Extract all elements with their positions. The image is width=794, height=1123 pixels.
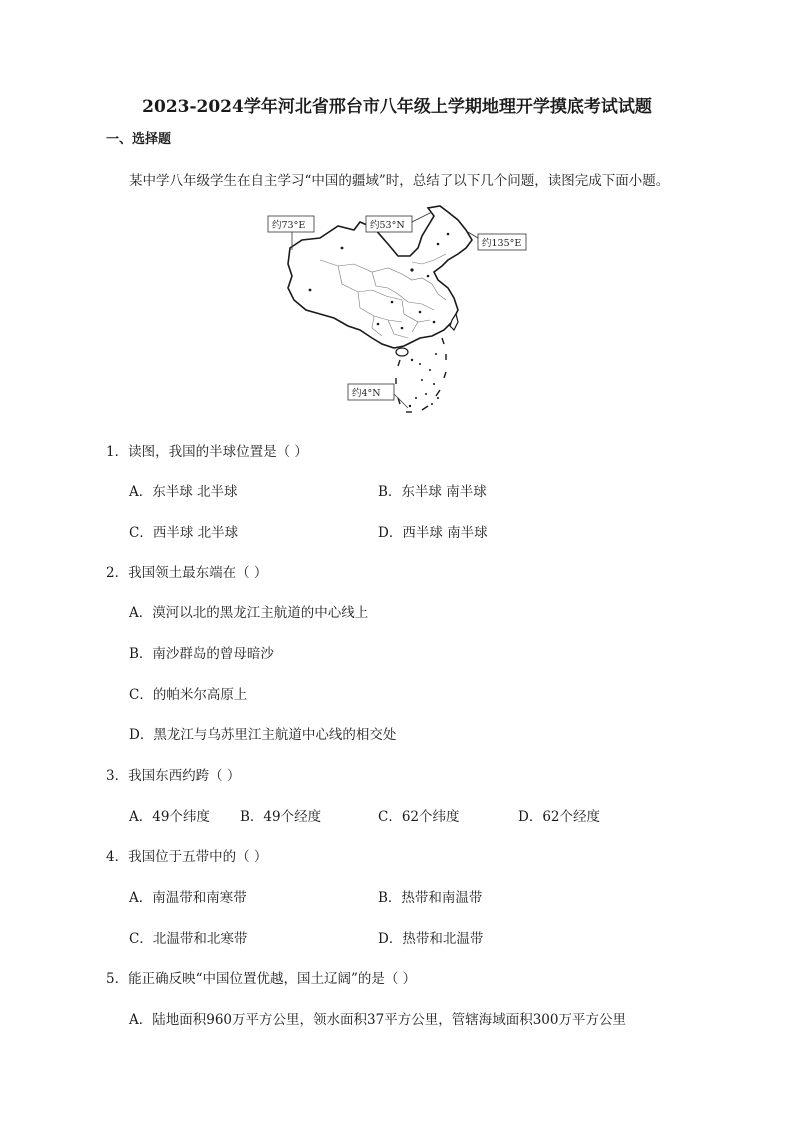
label-east: 约135°E (482, 238, 522, 249)
question-4-option-a: A．南温带和南寒带 (129, 890, 247, 906)
question-1-option-c: C．西半球 北半球 (129, 525, 239, 541)
label-west: 约73°E (272, 220, 306, 231)
label-north: 约53°N (370, 220, 405, 231)
question-3-stem: 3．我国东西约跨（ ） (106, 768, 241, 784)
label-south: 约4°N (352, 388, 381, 399)
section-heading: 一、选择题 (106, 132, 172, 147)
question-3-option-a: A．49个纬度 (129, 809, 210, 825)
intro-text: 某中学八年级学生在自主学习“中国的疆域”时，总结了以下几个问题，读图完成下面小题。 (129, 173, 670, 189)
question-1-option-a: A．东半球 北半球 (129, 484, 238, 500)
question-4-option-b: B．热带和南温带 (378, 890, 483, 906)
question-5-option-a: A．陆地面积960万平方公里，领水面积37平方公里，管辖海域面积300万平方公里 (129, 1012, 626, 1028)
label-north-callout (366, 212, 432, 232)
question-4-option-d: D．热带和北温带 (378, 931, 484, 947)
label-south-callout (348, 384, 408, 408)
china-map-svg (262, 204, 532, 418)
question-2-option-b: B．南沙群岛的曾母暗沙 (129, 646, 274, 662)
label-east-callout (468, 232, 526, 250)
question-2-option-c: C．的帕米尔高原上 (129, 687, 248, 703)
hainan-island (396, 348, 408, 356)
question-2-stem: 2．我国领土最东端在（ ） (106, 565, 268, 581)
question-2-option-d: D．黑龙江与乌苏里江主航道中心线的相交处 (129, 727, 397, 743)
question-2-option-a: A．漠河以北的黑龙江主航道的中心线上 (129, 605, 369, 621)
question-3-option-b: B．49个经度 (240, 809, 322, 825)
page-title: 2023-2024学年河北省邢台市八年级上学期地理开学摸底考试试题 (142, 97, 652, 117)
question-1-stem: 1．读图，我国的半球位置是（ ） (106, 444, 308, 460)
question-5-stem: 5．能正确反映“中国位置优越，国土辽阔”的是（ ） (106, 971, 417, 987)
question-1-option-d: D．西半球 南半球 (378, 525, 488, 541)
question-3-option-d: D．62个经度 (518, 809, 601, 825)
question-4-option-c: C．北温带和北寒带 (129, 931, 248, 947)
question-4-stem: 4．我国位于五带中的（ ） (106, 849, 268, 865)
china-map-figure (262, 204, 532, 418)
question-3-option-c: C．62个纬度 (378, 809, 460, 825)
question-1-option-b: B．东半球 南半球 (378, 484, 487, 500)
south-sea-islands (409, 353, 439, 407)
